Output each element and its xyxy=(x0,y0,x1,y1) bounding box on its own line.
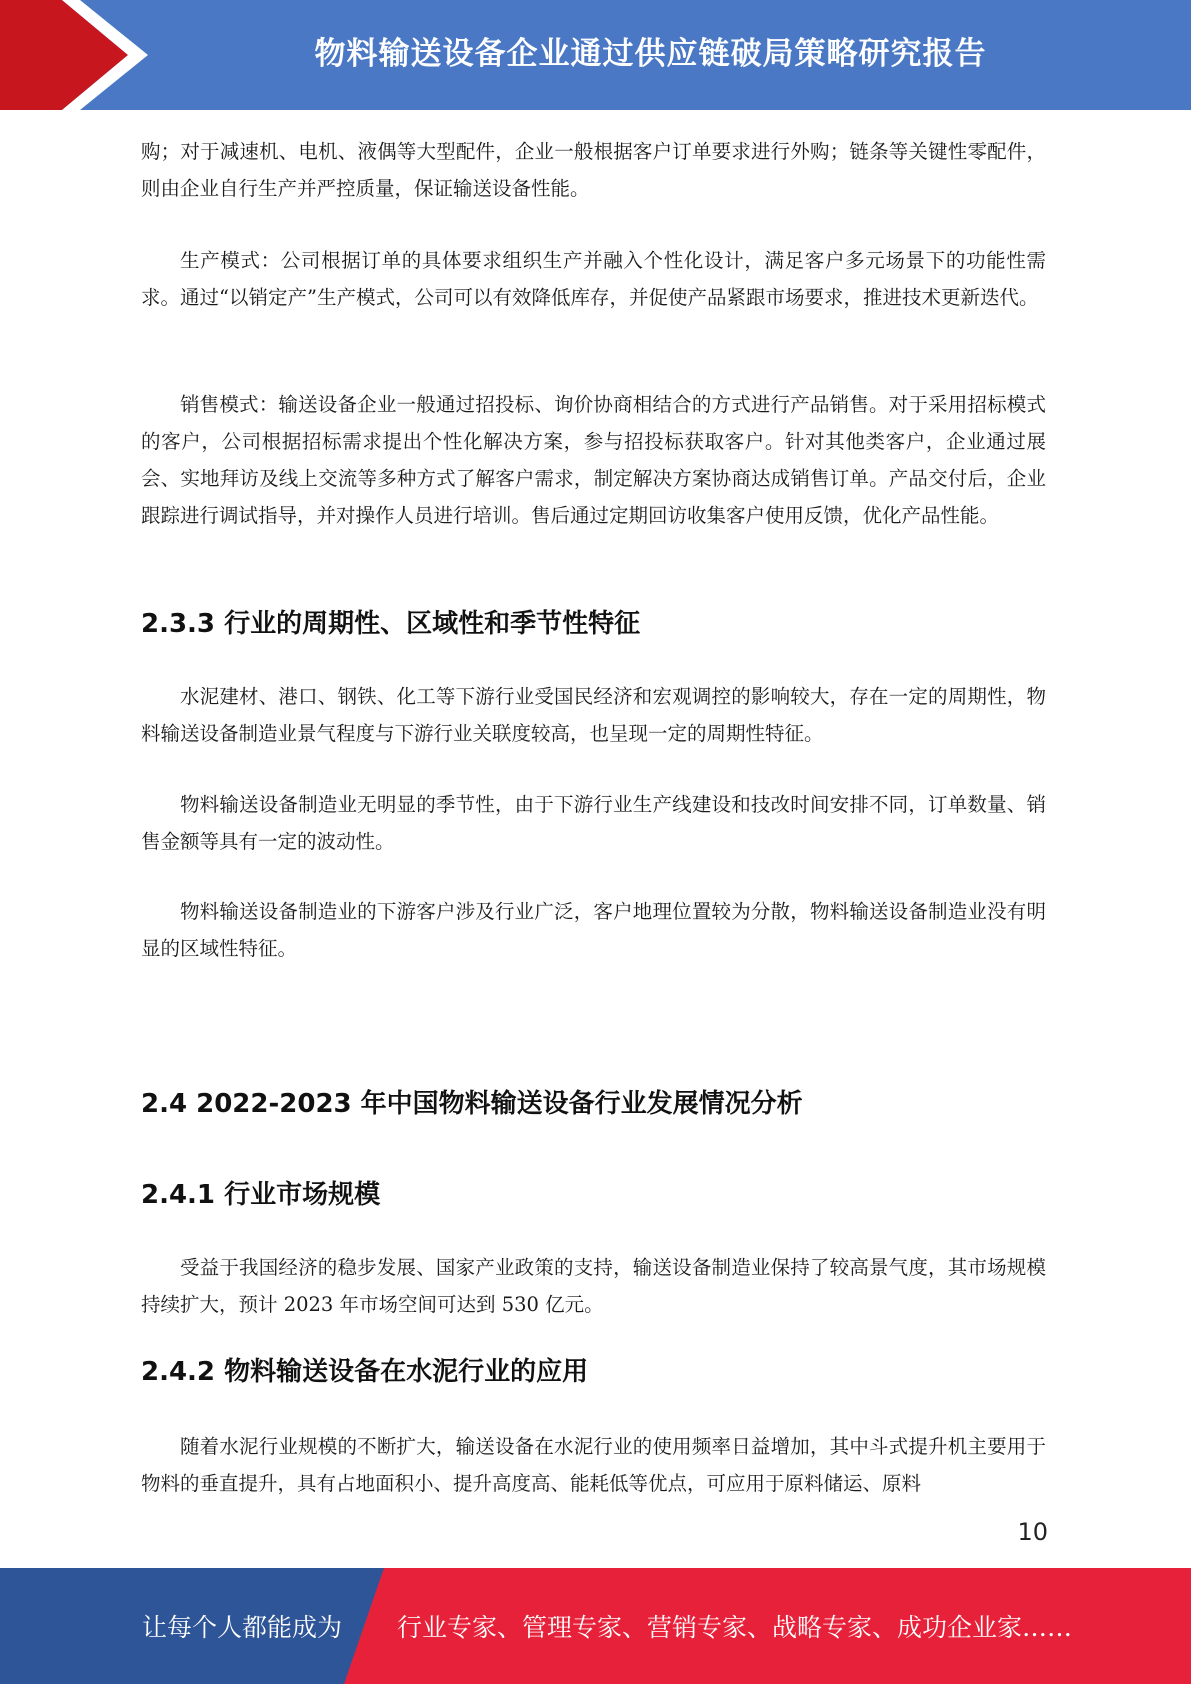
footer-banner xyxy=(0,1568,1191,1684)
section-heading-2-4-2: 2.4.2 物料输送设备在水泥行业的应用 xyxy=(141,1357,589,1387)
section-heading-2-4: 2.4 2022-2023 年中国物料输送设备行业发展情况分析 xyxy=(141,1089,803,1119)
paragraph-regionality: 物料输送设备制造业的下游客户涉及行业广泛，客户地理位置较为分散，物料输送设备制造业没有明显的区域性特征。 xyxy=(141,900,1046,960)
section-heading-2-4-1: 2.4.1 行业市场规模 xyxy=(141,1180,381,1210)
paragraph-production-mode: 生产模式：公司根据订单的具体要求组织生产并融入个性化设计，满足客户多元场景下的功能性需求。通过“以销定产”生产模式，公司可以有效降低库存，并促使产品紧跟市场要求，推进技术更新迭代。 xyxy=(141,249,1046,309)
footer-slogan-left: 让每个人都能成为 xyxy=(142,1613,343,1642)
paragraph-procurement: 购；对于减速机、电机、液偶等大型配件，企业一般根据客户订单要求进行外购；链条等关键性零配件，则由企业自行生产并严控质量，保证输送设备性能。 xyxy=(141,140,1046,200)
paragraph-cyclicality: 水泥建材、港口、钢铁、化工等下游行业受国民经济和宏观调控的影响较大，存在一定的周期性，物料输送设备制造业景气程度与下游行业关联度较高，也呈现一定的周期性特征。 xyxy=(141,685,1046,745)
paragraph-sales-mode: 销售模式：输送设备企业一般通过招投标、询价协商相结合的方式进行产品销售。对于采用招标模式的客户，公司根据招标需求提出个性化解决方案，参与招投标获取客户。针对其他类客户，企业通过展会、实地拜访及线上交流等多种方式了解客户需求，制定解决方案协商达成销售订单。产品交付后，企业跟踪进行调试指导，并对操作人员进行培训。售后通过定期回访收集客户使用反馈，优化产品性能。 xyxy=(141,393,1046,527)
report-title: 物料输送设备企业通过供应链破局策略研究报告 xyxy=(314,35,987,72)
paragraph-seasonality: 物料输送设备制造业无明显的季节性，由于下游行业生产线建设和技改时间安排不同，订单数量、销售金额等具有一定的波动性。 xyxy=(141,793,1046,853)
page-number: 10 xyxy=(1017,1518,1048,1546)
paragraph-market-size: 受益于我国经济的稳步发展、国家产业政策的支持，输送设备制造业保持了较高景气度，其市场规模持续扩大，预计 2023 年市场空间可达到 530 亿元。 xyxy=(141,1256,1046,1316)
footer-slogan-right: 行业专家、管理专家、营销专家、战略专家、成功企业家…… xyxy=(397,1613,1073,1642)
red-arrow-decoration xyxy=(0,0,160,110)
section-heading-2-3-3: 2.3.3 行业的周期性、区域性和季节性特征 xyxy=(141,609,641,639)
header-banner xyxy=(0,0,1191,110)
paragraph-cement-application: 随着水泥行业规模的不断扩大，输送设备在水泥行业的使用频率日益增加，其中斗式提升机主要用于物料的垂直提升，具有占地面积小、提升高度高、能耗低等优点，可应用于原料储运、原料 xyxy=(141,1435,1046,1495)
